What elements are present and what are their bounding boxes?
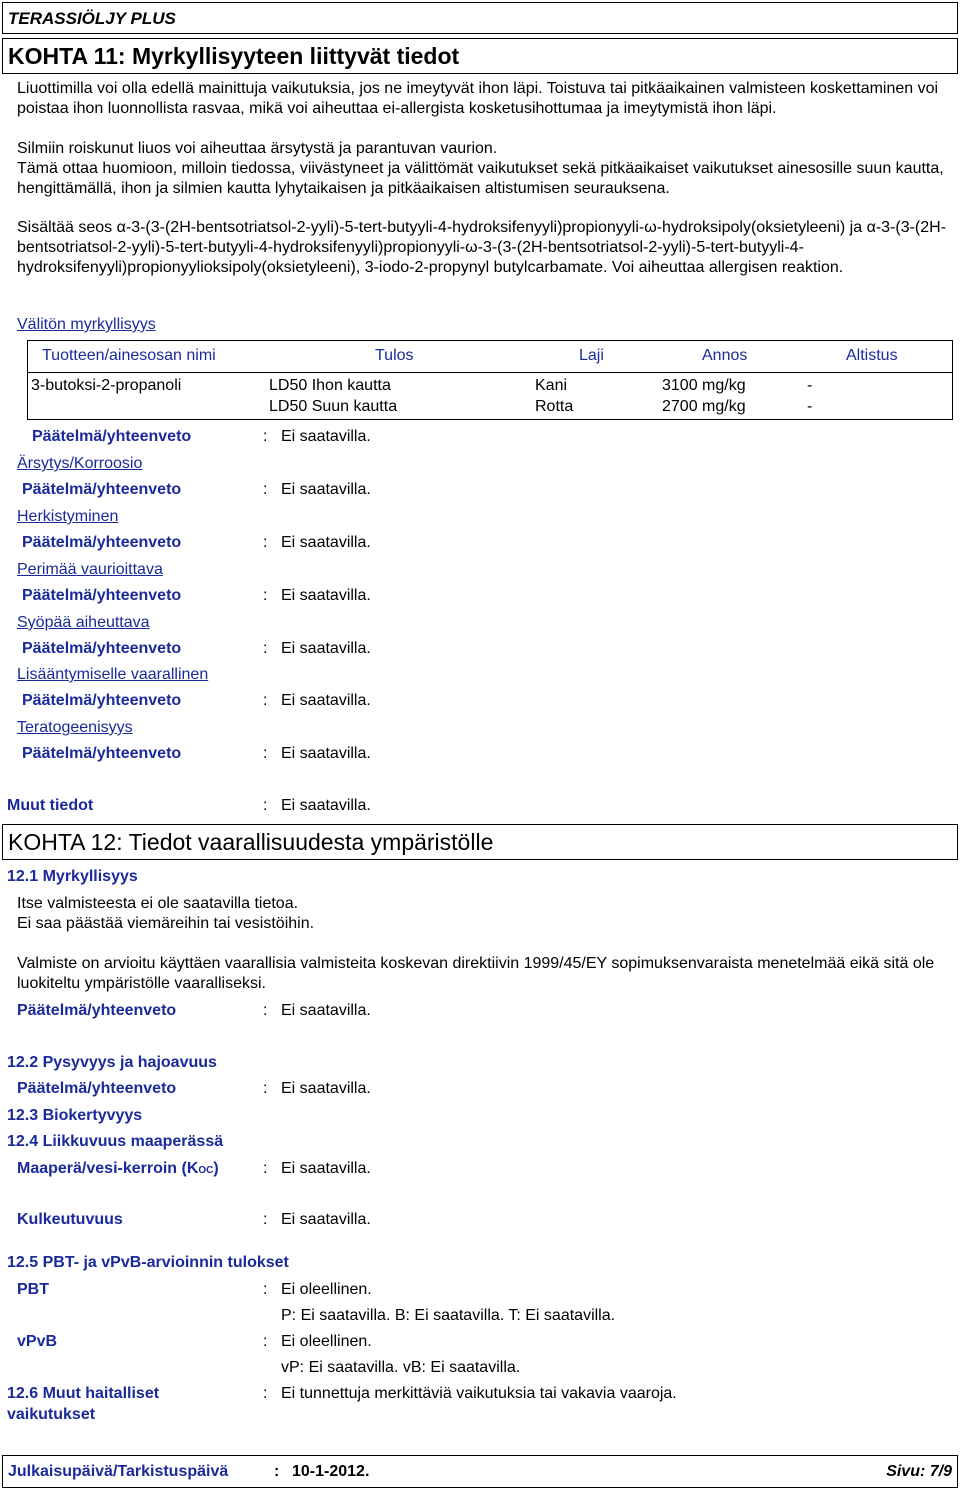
colon: :: [263, 692, 268, 709]
summary-value: Ei saatavilla.: [281, 745, 371, 762]
subsection-heading-teratogenicity: Teratogeenisyys: [17, 719, 133, 736]
header-box: [2, 2, 958, 34]
s12-3-heading: 12.3 Biokertyvyys: [7, 1107, 143, 1124]
summary-value: Ei saatavilla.: [281, 428, 371, 445]
s12-1-line2: Ei saa päästää viemäreihin tai vesistöihin.: [17, 915, 315, 932]
table-row-1-exposure: -: [807, 377, 813, 394]
table-row-1-species: Kani: [535, 377, 568, 394]
summary-value: Ei saatavilla.: [281, 534, 371, 551]
summary-label: Päätelmä/yhteenveto: [22, 587, 182, 604]
footer-box: [2, 1455, 958, 1488]
summary-value: Ei saatavilla.: [281, 1080, 371, 1097]
colon: :: [263, 640, 268, 657]
subsection-heading-carcinogenicity: Syöpää aiheuttava: [17, 614, 150, 631]
table-row-1-dose: 3100 mg/kg: [662, 377, 746, 394]
product-name: TERASSIÖLJY PLUS: [8, 9, 176, 28]
s12-1-para: Valmiste on arvioitu käyttäen vaarallisia valmisteita koskevan direktiivin 1999/45/EY sopimuksenvaraista menetelmää eikä sitä ole luokiteltu ympäristölle vaaralliseksi.: [17, 955, 935, 992]
table-row-2-result: LD50 Suun kautta: [269, 398, 398, 415]
pbt-label: PBT: [17, 1281, 49, 1298]
table-row-2-dose: 2700 mg/kg: [662, 398, 746, 415]
colon: :: [263, 1160, 268, 1177]
table-header-name: Tuotteen/ainesosan nimi: [42, 347, 216, 364]
koc-label-text: Maaperä/vesi-kerroin (K: [17, 1160, 199, 1177]
colon: :: [263, 1333, 268, 1350]
other-info-value: Ei saatavilla.: [281, 797, 371, 814]
vpvb-detail: vP: Ei saatavilla. vB: Ei saatavilla.: [281, 1359, 521, 1376]
colon: :: [263, 428, 268, 445]
table-row-2-species: Rotta: [535, 398, 574, 415]
subsection-heading-reproductive: Lisääntymiselle vaarallinen: [17, 666, 209, 683]
acute-toxicity-heading: Välitön myrkyllisyys: [17, 316, 156, 333]
section11-title-box: [2, 38, 958, 74]
summary-label: Päätelmä/yhteenveto: [22, 534, 182, 551]
transport-label: Kulkeutuvuus: [17, 1211, 123, 1228]
section11-para3: Tämä ottaa huomioon, milloin tiedossa, viivästyneet ja välittömät vaikutukset sekä pitkäaikaiset vaikutukset ainesosille suun kautta, hengittämällä, ihon ja silmien kautta lyhytaikaisen ja pitkäaikaisen altistumisen seurauksena.: [17, 160, 944, 197]
s12-1-heading: 12.1 Myrkyllisyys: [7, 868, 138, 885]
summary-label: Päätelmä/yhteenveto: [22, 745, 182, 762]
summary-label: Päätelmä/yhteenveto: [17, 1080, 177, 1097]
colon: :: [263, 745, 268, 762]
table-header-divider: [28, 372, 952, 373]
summary-value: Ei saatavilla.: [281, 587, 371, 604]
table-header-exposure: Altistus: [846, 347, 898, 364]
colon: :: [263, 1080, 268, 1097]
toxicity-table: [27, 340, 953, 420]
table-header-result: Tulos: [375, 347, 414, 364]
footer-date-value: 10-1-2012.: [292, 1463, 370, 1480]
table-row-2-exposure: -: [807, 398, 813, 415]
summary-value: Ei saatavilla.: [281, 1002, 371, 1019]
section12-title-box: [2, 824, 958, 860]
table-row-1-result: LD50 Ihon kautta: [269, 377, 391, 394]
summary-value: Ei saatavilla.: [281, 481, 371, 498]
section11-para1: Liuottimilla voi olla edellä mainittuja vaikutuksia, jos ne imeytyvät ihon läpi. Toistuva tai pitkäaikainen valmisteen koskettaminen voi poistaa ihon luonnollista rasvaa, mikä voi aiheuttaa ei-allergista kosketusihottumaa ja imeytymistä ihon läpi.: [17, 80, 939, 117]
koc-subscript: OC: [198, 1165, 214, 1176]
summary-label: Päätelmä/yhteenveto: [22, 692, 182, 709]
colon: :: [263, 1281, 268, 1298]
summary-label: Päätelmä/yhteenveto: [32, 428, 192, 445]
summary-label: Päätelmä/yhteenveto: [17, 1002, 177, 1019]
s12-1-line1: Itse valmisteesta ei ole saatavilla tietoa.: [17, 895, 299, 912]
colon: :: [263, 1002, 268, 1019]
section11-para2: Silmiin roiskunut liuos voi aiheuttaa ärsytystä ja parantuvan vaurion.: [17, 140, 498, 157]
colon: :: [263, 797, 268, 814]
footer-date-label: Julkaisupäivä/Tarkistuspäivä: [8, 1463, 229, 1480]
vpvb-value: Ei oleellinen.: [281, 1333, 372, 1350]
colon: :: [263, 1211, 268, 1228]
subsection-heading-irritation: Ärsytys/Korroosio: [17, 455, 143, 472]
s12-6-value: Ei tunnettuja merkittäviä vaikutuksia tai vakavia vaaroja.: [281, 1385, 677, 1402]
summary-label: Päätelmä/yhteenveto: [22, 640, 182, 657]
s12-5-heading: 12.5 PBT- ja vPvB-arvioinnin tulokset: [7, 1254, 289, 1271]
summary-value: Ei saatavilla.: [281, 692, 371, 709]
pbt-detail: P: Ei saatavilla. B: Ei saatavilla. T: Ei saatavilla.: [281, 1307, 616, 1324]
s12-6-heading-line2: vaikutukset: [7, 1406, 96, 1423]
section12-title: KOHTA 12: Tiedot vaarallisuudesta ympäristölle: [8, 829, 494, 855]
footer-colon: :: [274, 1463, 280, 1480]
s12-2-heading: 12.2 Pysyvyys ja hajoavuus: [7, 1054, 217, 1071]
subsection-heading-mutagenicity: Perimää vaurioittava: [17, 561, 163, 578]
s12-6-heading-line1: 12.6 Muut haitalliset: [7, 1385, 160, 1402]
table-substance: 3-butoksi-2-propanoli: [31, 377, 182, 394]
colon: :: [263, 534, 268, 551]
footer-page-number: Sivu: 7/9: [886, 1463, 952, 1480]
section11-para4: Sisältää seos α-3-(3-(2H-bentsotriatsol-2-yyli)-5-tert-butyyli-4-hydroksifenyyli)propionyyli-ω-hydroksipoly(oksietyleeni) ja α-3-(3-(2H-bentsotriatsol-2-yyli)-5-tert-butyyli-4-hydroksifenyyli)propionyyli-ω-3-(3-(2H-bentsotriatsol-2-yyli)-5-tert-butyyli-4-hydroksifenyyli)propionyylioksipoly(oksietyleeni), 3-iodo-2-propynyl butylcarbamate. Voi aiheuttaa allergisen reaktion.: [17, 219, 947, 276]
other-info-label: Muut tiedot: [7, 797, 94, 814]
colon: :: [263, 587, 268, 604]
pbt-value: Ei oleellinen.: [281, 1281, 372, 1298]
table-header-dose: Annos: [702, 347, 748, 364]
koc-value: Ei saatavilla.: [281, 1160, 371, 1177]
colon: :: [263, 1385, 268, 1402]
s12-4-heading: 12.4 Liikkuvuus maaperässä: [7, 1133, 224, 1150]
koc-close: ): [213, 1160, 219, 1177]
subsection-heading-sensitisation: Herkistyminen: [17, 508, 119, 525]
colon: :: [263, 481, 268, 498]
section11-title: KOHTA 11: Myrkyllisyyteen liittyvät tiedot: [8, 43, 460, 69]
vpvb-label: vPvB: [17, 1333, 58, 1350]
koc-label: [17, 1160, 219, 1178]
summary-value: Ei saatavilla.: [281, 640, 371, 657]
transport-value: Ei saatavilla.: [281, 1211, 371, 1228]
table-header-species: Laji: [579, 347, 604, 364]
summary-label: Päätelmä/yhteenveto: [22, 481, 182, 498]
